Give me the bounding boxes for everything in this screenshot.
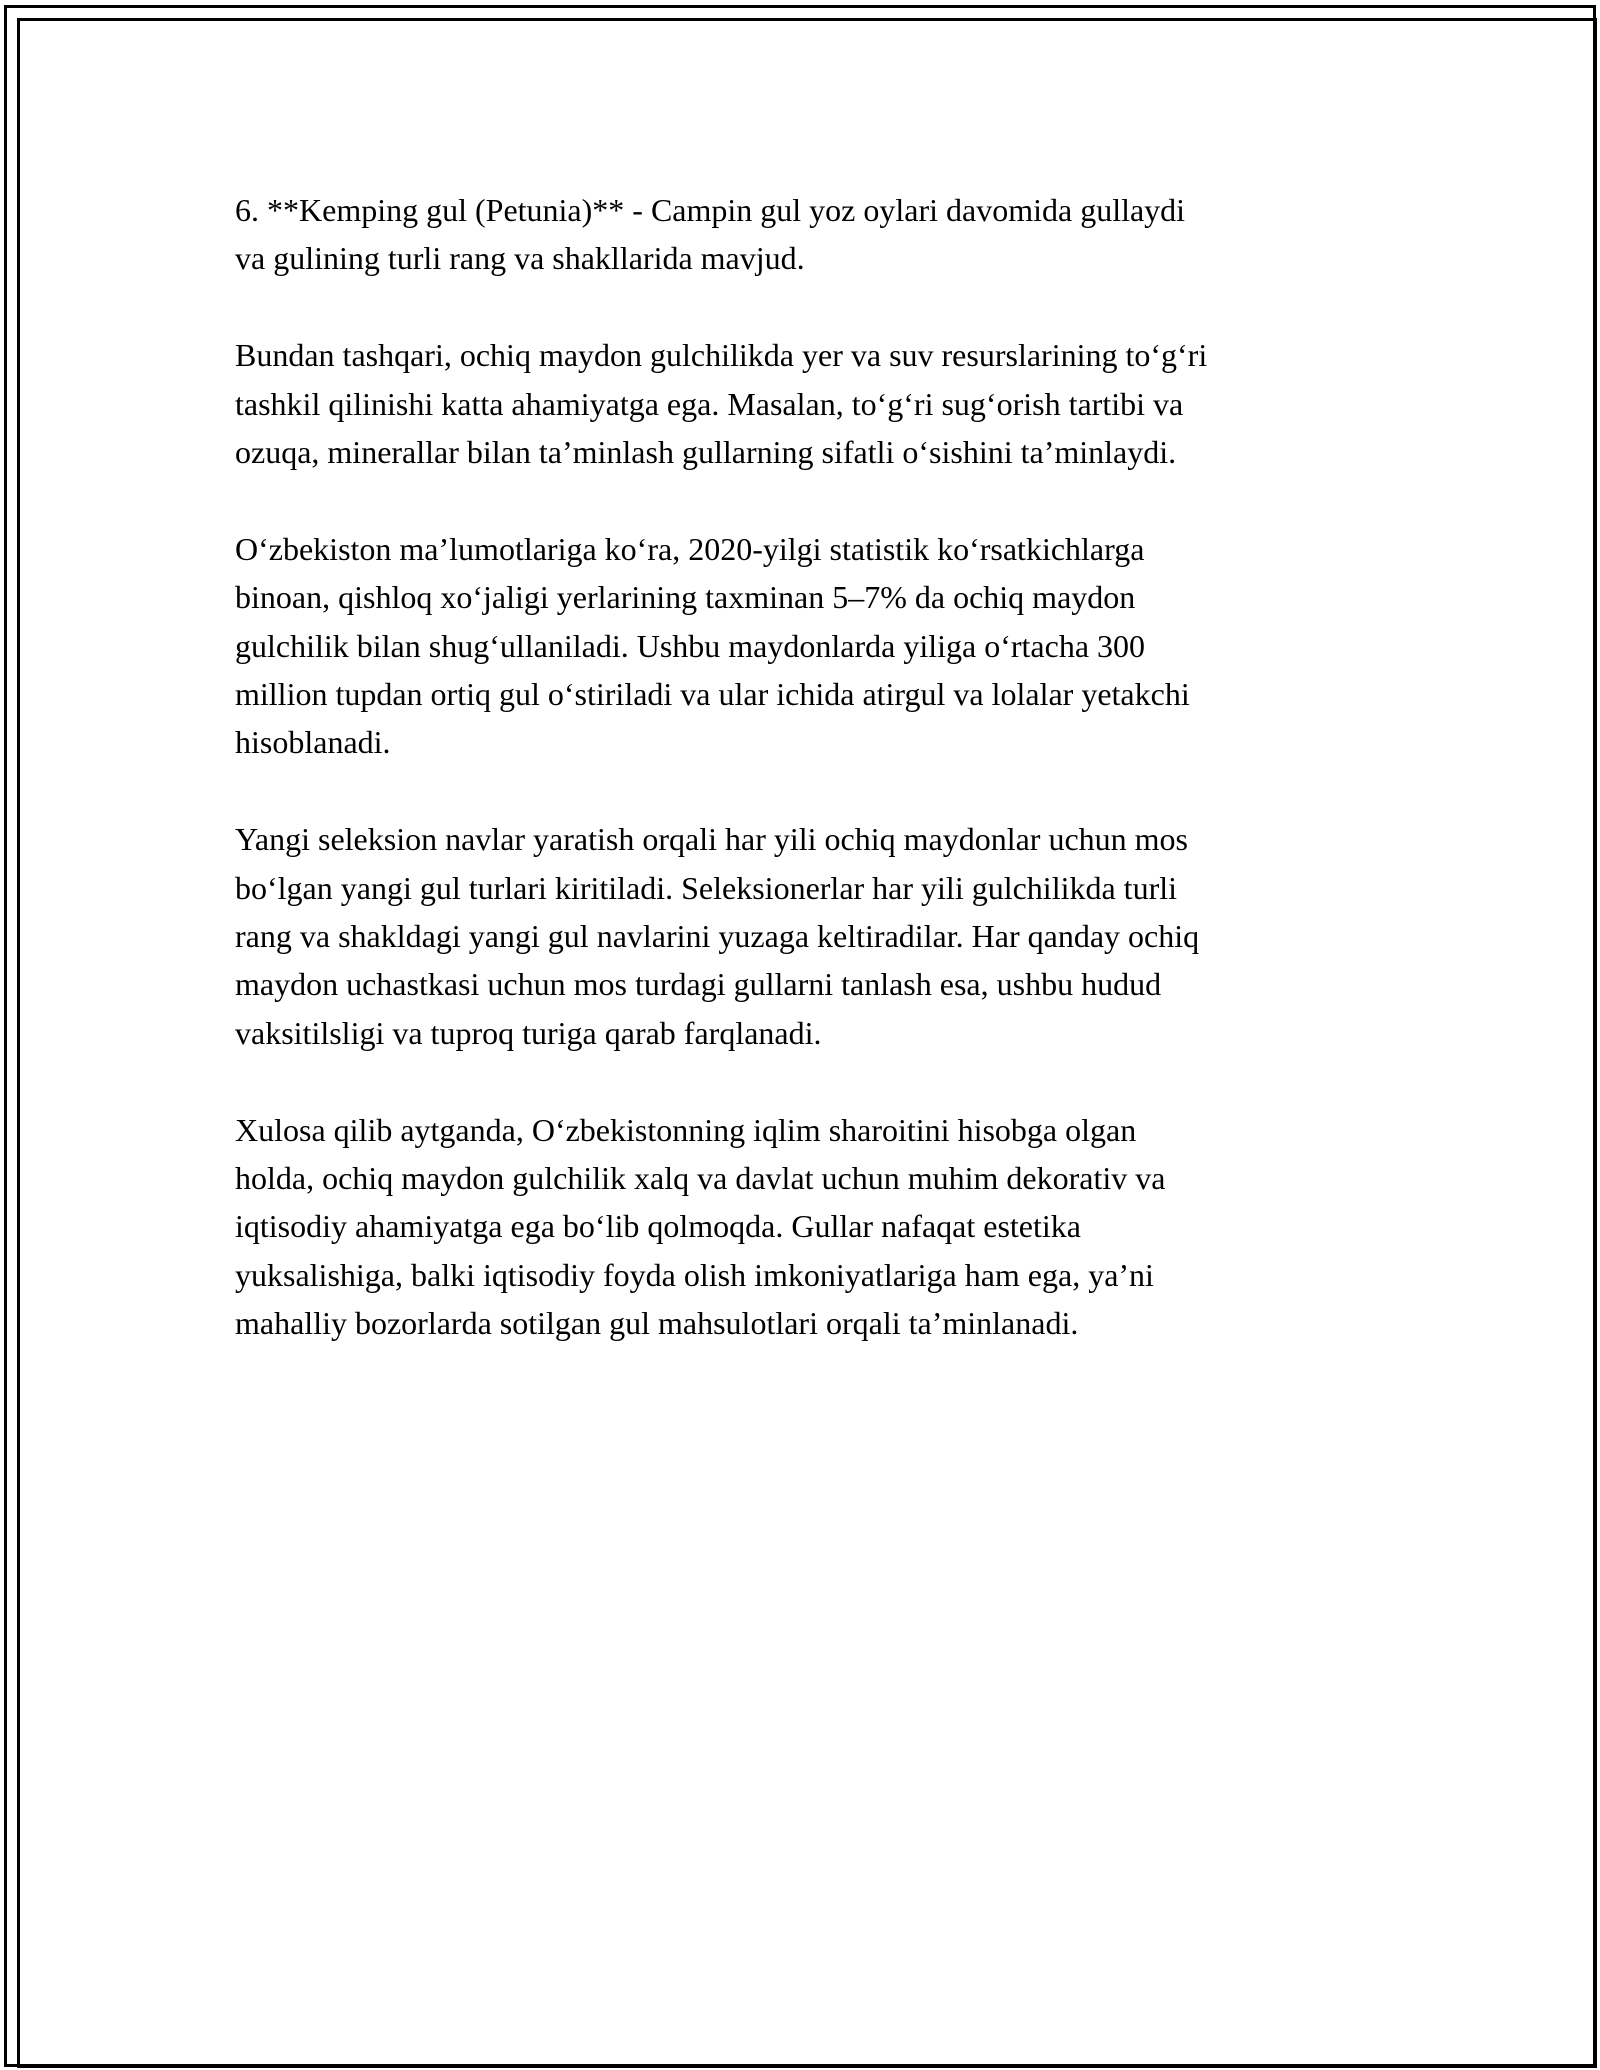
text-line: holda, ochiq maydon gulchilik xalq va davlat uchun muhim dekorativ va <box>235 1160 1166 1197</box>
text-line: 6. **Kemping gul (Petunia)** - Campin gul yoz oylari davomida gullaydi <box>235 192 1186 228</box>
text-line: Xulosa qilib aytganda, O‘zbekistonning iqlim sharoitini hisobga olgan <box>235 1111 1137 1148</box>
text-line: tashkil qilinishi katta ahamiyatga ega. Masalan, to‘g‘ri sug‘orish tartibi va <box>235 385 1184 422</box>
text-line: va gulining turli rang va shakllarida mavjud. <box>235 240 805 277</box>
text-line: maydon uchastkasi uchun mos turdagi gullarni tanlash esa, ushbu hudud <box>235 966 1162 1003</box>
text-line: O‘zbekiston ma’lumotlariga ko‘ra, 2020-yilgi statistik ko‘rsatkichlarga <box>235 530 1145 567</box>
text-line: million tupdan ortiq gul o‘stiriladi va ular ichida atirgul va lolalar yetakchi <box>235 676 1190 713</box>
document-body <box>235 186 1375 1396</box>
text-line: iqtisodiy ahamiyatga ega bo‘lib qolmoqda. Gullar nafaqat estetika <box>235 1208 1081 1245</box>
paragraph-statistics <box>235 525 1375 767</box>
text-line: mahalliy bozorlarda sotilgan gul mahsulotlari orqali ta’minlanadi. <box>235 1305 1079 1342</box>
text-line: bo‘lgan yangi gul turlari kiritiladi. Seleksionerlar har yili gulchilikda turli <box>235 869 1177 906</box>
text-line: Bundan tashqari, ochiq maydon gulchilikda yer va suv resurslarining to‘g‘ri <box>235 337 1208 374</box>
text-line: binoan, qishloq xo‘jaligi yerlarining taxminan 5–7% da ochiq maydon <box>235 579 1136 616</box>
paragraph-petunia <box>235 186 1375 283</box>
text-line: rang va shakldagi yangi gul navlarini yuzaga keltiradilar. Har qanday ochiq <box>235 918 1200 955</box>
text-line: yuksalishiga, balki iqtisodiy foyda olish imkoniyatlariga ham ega, ya’ni <box>235 1256 1154 1293</box>
text-line: ozuqa, minerallar bilan ta’minlash gullarning sifatli o‘sishini ta’minlaydi. <box>235 434 1177 471</box>
paragraph-conclusion <box>235 1106 1375 1348</box>
text-line: gulchilik bilan shug‘ullaniladi. Ushbu maydonlarda yiliga o‘rtacha 300 <box>235 627 1146 664</box>
paragraph-selection <box>235 815 1375 1057</box>
text-line: hisoblanadi. <box>235 724 391 761</box>
text-line: vaksitilsligi va tuproq turiga qarab farqlanadi. <box>235 1014 822 1051</box>
text-line: Yangi seleksion navlar yaratish orqali har yili ochiq maydonlar uchun mos <box>235 821 1188 858</box>
paragraph-resources <box>235 331 1375 476</box>
